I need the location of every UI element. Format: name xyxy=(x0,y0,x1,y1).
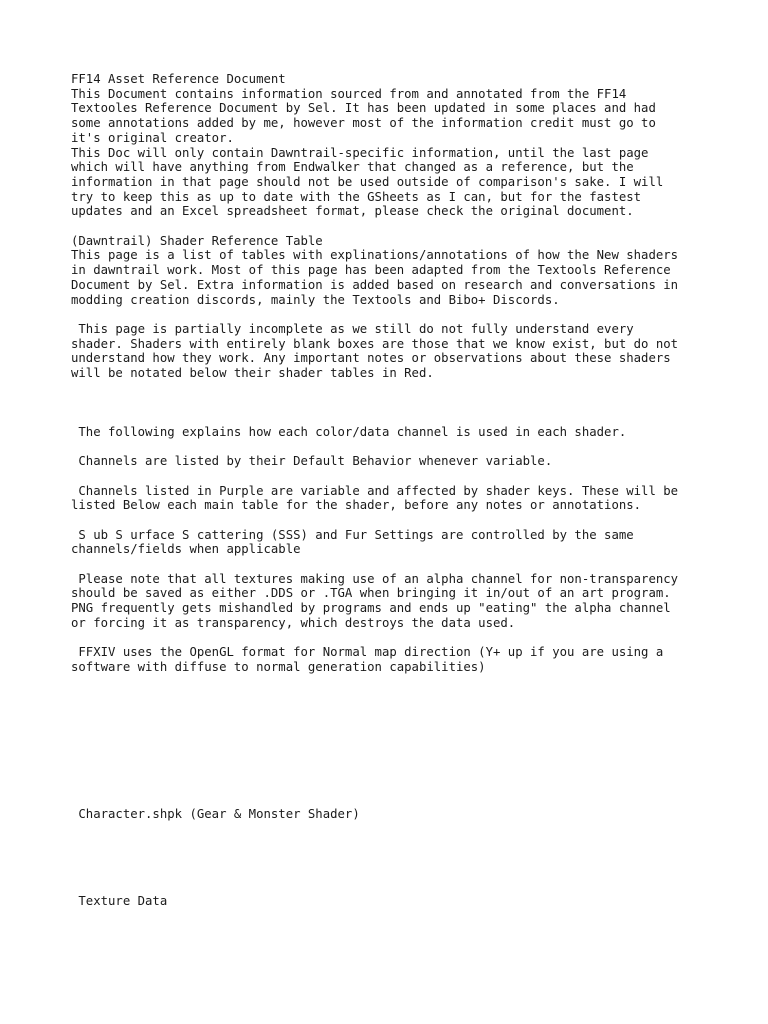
sss-fur-note: S ub S urface S cattering (SSS) and Fur Settings are controlled by the same channels/fields when applicable xyxy=(71,527,634,557)
document-title: FF14 Asset Reference Document xyxy=(71,72,286,86)
incomplete-note: This page is partially incomplete as we still do not fully understand every shader. Shaders with entirely blank boxes are those that we know exist, but do not understand how they work. Any important notes or observations about these shaders will be notated below their shader tables in Red. xyxy=(71,321,679,381)
alpha-channel-note: Please note that all textures making use of an alpha channel for non-transparency should be saved as either .DDS or .TGA when bringing it in/out of an art program. PNG frequently gets mishandled by programs and ends up "eating" the alpha channel or forcing it as transparency, which destroys the data used. xyxy=(71,571,679,630)
intro-paragraph: This Document contains information sourced from and annotated from the FF14 Textooles Reference Document by Sel. It has been updated in some places and had some annotations added by me, however most of the information credit must go to it's original creator. xyxy=(71,86,656,145)
opengl-normal-note: FFXIV uses the OpenGL format for Normal map direction (Y+ up if you are using a software with diffuse to normal generation capabilities) xyxy=(71,645,664,674)
scope-paragraph: This Doc will only contain Dawntrail-specific information, until the last page which will have anything from Endwalker that changed as a reference, but the information in that page should not be used outside of comparison's sake. I will try to keep this as up to date with the GSheets as I can, but for the fastest updates and an Excel spreadsheet format, please check the original document. xyxy=(71,145,664,219)
texture-data-heading: Texture Data xyxy=(71,894,168,909)
document-body xyxy=(71,72,701,909)
section-intro-paragraph: This page is a list of tables with explinations/annotations of how the New shaders in dawntrail work. Most of this page has been adapted from the Textools Reference Document by Sel. Extra information is added based on research and conversations in modding creation discords, mainly the Textools and Bibo+ Discords. xyxy=(71,248,679,307)
shader-heading: Character.shpk (Gear & Monster Shader) xyxy=(71,806,360,821)
purple-channels-note: Channels listed in Purple are variable and affected by shader keys. These will be listed Below each main table for the shader, before any notes or annotations. xyxy=(71,483,679,513)
section-title: (Dawntrail) Shader Reference Table xyxy=(71,233,323,248)
channels-explanation: The following explains how each color/data channel is used in each shader. xyxy=(71,424,627,439)
default-behavior-note: Channels are listed by their Default Behavior whenever variable. xyxy=(71,454,553,469)
